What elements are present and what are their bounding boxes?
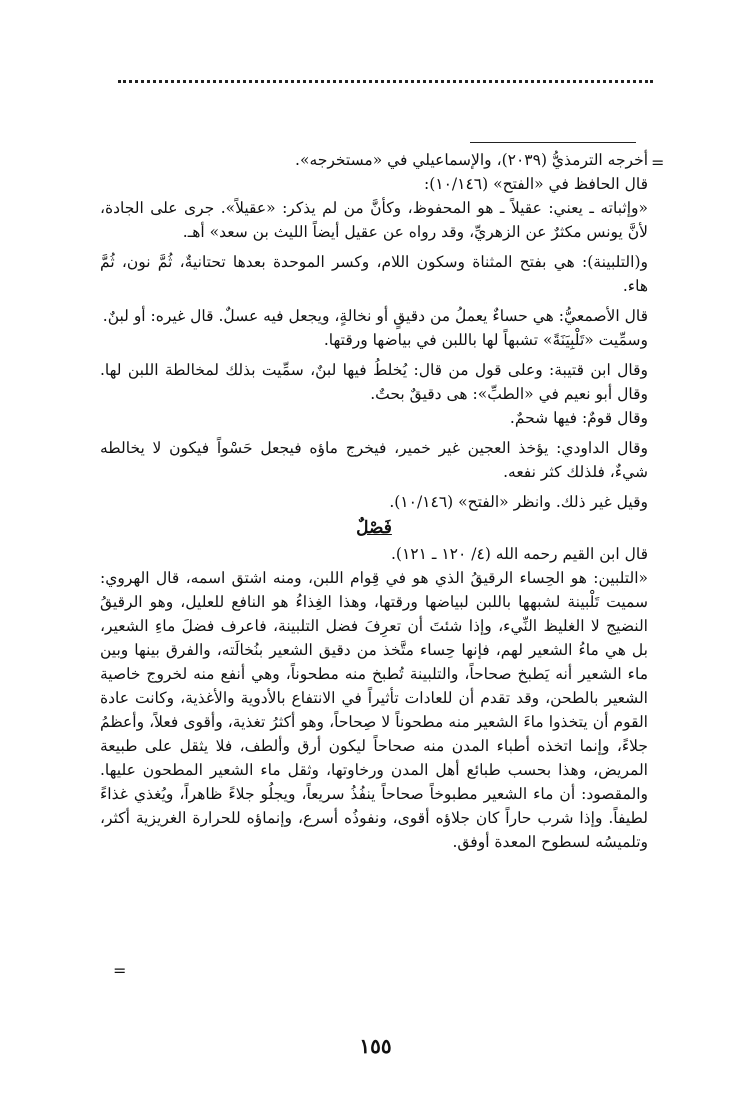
continuation-marker-bottom: = (113, 961, 127, 980)
footnote-line: أخرجه الترمذيُّ (٢٠٣٩)، والإسماعيلي في «مستخرجه». (295, 151, 648, 169)
footnote-line: وسمِّيت «تَلْبِيَنَةً» تشبهاً لها باللبن في بياضها ورقتها. (323, 331, 648, 349)
footnote-separator-rule (470, 142, 636, 143)
footnote-line: و(التلبينة): هي بفتح المثناة وسكون اللام، وكسر الموحدة بعدها تحتانيةٌ، ثُمَّ نون، ثُمَّ هاء. (100, 253, 648, 295)
section-body: «التلبين: هو الحِساء الرقيقُ الذي هو في قِوام اللبن، ومنه اشتق اسمه، قال الهروي: سميت تَلْبينة لشبهها باللبن لبياضها ورقتها، وهذا الغِذاءُ هو النافع للعليل، وهو الرقيقُ النضيج لا الغليظ النِّيء، وإذا شئتَ أن تعرِفَ فضل التلبينة، فاعرف فضلَ ماءِ الشعير، بل هي ماءُ الشعير لهم، فإنها حِساء متَّخذ من دقيق الشعير بنُخالَته، والفرق بينها وبين ماء الشعير أنه يَطبخ صحاحاً، والتلبينة تُطبخ منه مطحوناً، وهي أنفع منه لخروج خاصية الشعير بالطحن، وقد تقدم أن للعادات تأثيراً في الانتفاع بالأدوية والأغذية، وكانت عادة القوم أن يتخذوا ماءَ الشعير منه مطحوناً لا صِحاحاً، وهو أكثرُ تغذية، وأقوى فعلاً، وأعظمُ جلاءً، وإنما اتخذه أطباء المدن منه صحاحاً ليكون أرق وألطف، فلا يثقل على طبيعة المريض، وهذا بحسب طبائع أهل المدن ورخاوتها، وثقل ماء الشعير المطحون عليها. والمقصود: أن ماء الشعير مطبوخاً صحاحاً ينفُذُ سريعاً، ويجلُو جلاءً ظاهراً، ويُغذي غذاءً لطيفاً. وإذا شرب حاراً كان جلاؤه أقوى، ونفوذُه أسرع، وإنماؤه للحرارة الغريزية أكثر، وتلميسُه لسطوح المعدة أوفق. (100, 569, 648, 851)
footnote-line: قال الحافظ في «الفتح» (١٠/١٤٦): (423, 175, 648, 193)
continuation-marker-top: = (651, 153, 665, 172)
header-dotted-rule (118, 80, 653, 83)
footnote-line: وقيل غير ذلك. وانظر «الفتح» (١٠/١٤٦). (389, 493, 648, 511)
footnote-line: قال الأصمعيُّ: هي حساءٌ يعملُ من دقيقٍ أو نخالةٍ، ويجعل فيه عسلٌ. قال غيره: أو لبنٌ. (102, 307, 648, 325)
page-number: ١٥٥ (359, 1034, 392, 1058)
footnote-line: وقال ابن قتيبة: وعلى قول من قال: يُخلطُ فيها لبنٌ، سمِّيت بذلك لمخالطة اللبن لها. وقال أبو نعيم في «الطبِّ»: هى دقيقٌ بحتٌ. (100, 361, 648, 403)
page-body (100, 148, 648, 854)
footnote-line: وقال قومٌ: فيها شحمٌ. (509, 409, 648, 427)
section-intro: قال ابن القيم رحمه الله (٤/ ١٢٠ ـ ١٢١). (390, 545, 648, 563)
section-heading: فَصْلٌ (356, 518, 392, 538)
footnote-line: وقال الداودي: يؤخذ العجين غير خمير، فيخرج ماؤه فيجعل حَسْواً فيكون لا يخالطه شيءٌ، فلذلك كثر نفعه. (100, 439, 648, 481)
footnote-line: «وإثباته ـ يعني: عقيلاً ـ هو المحفوظ، وكأنَّ من لم يذكر: «عقيلاً». جرى على الجادة، لأنَّ يونس مكثرٌ عن الزهريِّ، وقد رواه عن عقيل أيضاً الليث بن سعد» أهـ. (100, 199, 648, 241)
